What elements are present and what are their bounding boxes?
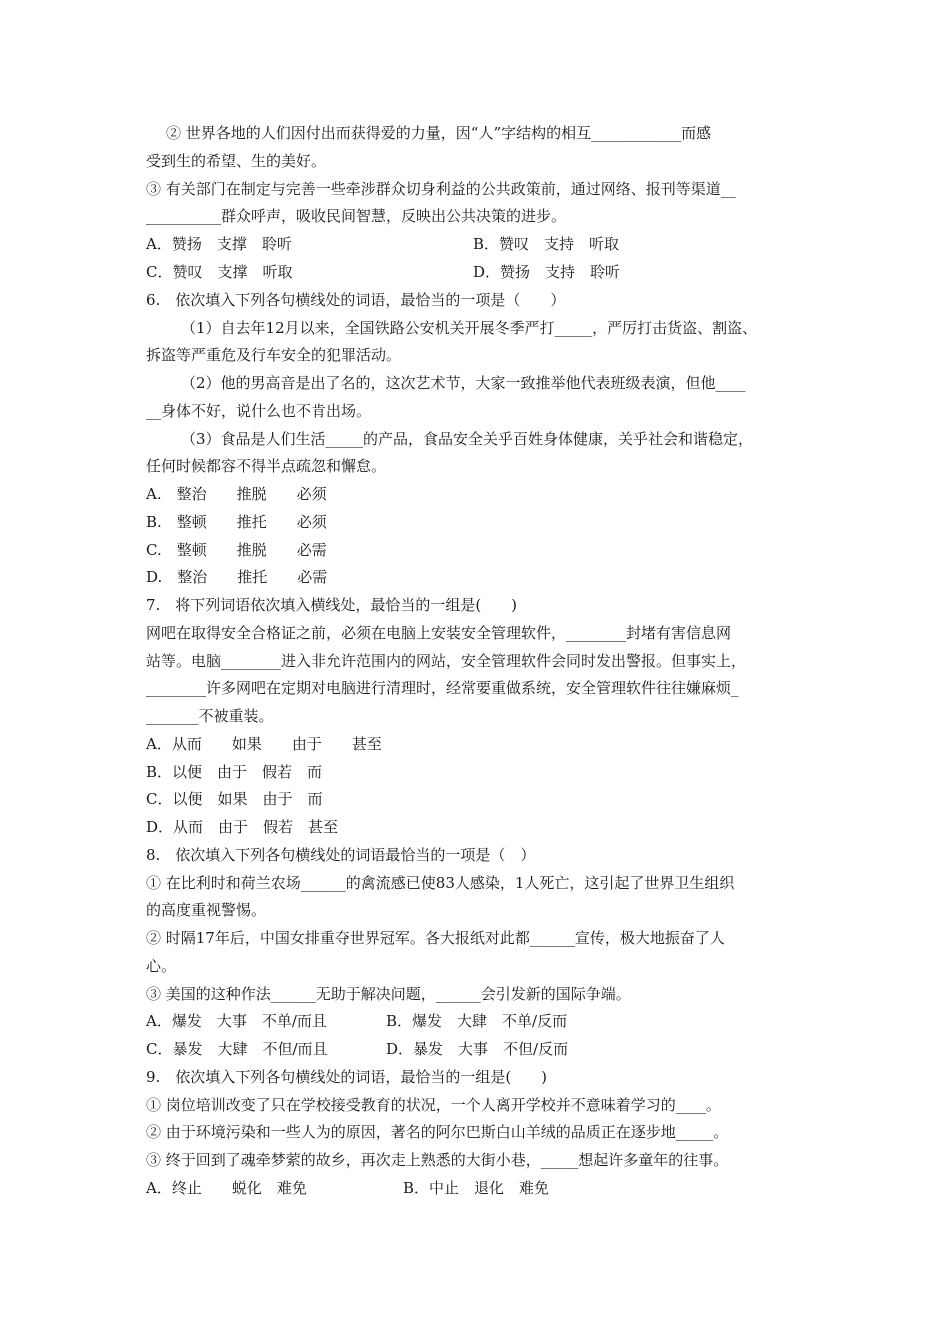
q7-stem: 7. 将下列词语依次填入横线处，最恰当的一组是( )	[146, 596, 518, 614]
q7-option-d: D．从而 由于 假若 甚至	[146, 818, 339, 836]
q8-option-d: D．暴发 大事 不但/反而	[386, 1040, 569, 1058]
q8-option-c: C．暴发 大肆 不但/而且	[146, 1040, 328, 1058]
q6-sentence-3-line-2: 任何时候都容不得半点疏忽和懈怠。	[146, 457, 387, 475]
q8-sentence-3: ③ 美国的这种作法______无助于解决问题，______会引发新的国际争端。	[146, 985, 631, 1003]
q6-sentence-3-line-1: （3）食品是人们生活_____的产品，食品安全关乎百姓身体健康，关乎社会和谐稳定，	[181, 430, 754, 448]
q6-option-a: A. 整治 推脱 必须	[146, 485, 327, 503]
q5-sentence-3-line-2: __________群众呼声，吸收民间智慧，反映出公共决策的进步。	[146, 207, 567, 225]
q8-option-b: B．爆发 大肆 不单/反而	[386, 1012, 568, 1030]
q9-stem: 9. 依次填入下列各句横线处的词语，最恰当的一组是( )	[146, 1068, 548, 1086]
q8-sentence-2-line-1: ② 时隔17年后，中国女排重夺世界冠军。各大报纸对此都______宣传，极大地振奋了人	[146, 929, 725, 947]
q7-passage-line-3: ________许多网吧在定期对电脑进行清理时，经常要重做系统，安全管理软件往往嫌麻烦_	[146, 679, 739, 697]
q5-option-c: C．赞叹 支撑 听取	[146, 263, 293, 281]
q5-option-b: B．赞叹 支持 听取	[473, 235, 620, 253]
q7-option-c: C．以便 如果 由于 而	[146, 790, 323, 808]
q9-sentence-1: ① 岗位培训改变了只在学校接受教育的状况，一个人离开学校并不意味着学习的____。	[146, 1096, 721, 1114]
q5-option-d: D．赞扬 支持 聆听	[473, 263, 621, 281]
q7-option-b: B．以便 由于 假若 而	[146, 763, 323, 781]
q5-sentence-2-line-1: ② 世界各地的人们因付出而获得爱的力量，因“人”字结构的相互____________而感	[166, 124, 712, 142]
q7-passage-line-1: 网吧在取得安全合格证之前，必须在电脑上安装安全管理软件，________封堵有害信息网	[146, 624, 732, 642]
q5-option-a: A．赞扬 支撑 聆听	[146, 235, 292, 253]
q7-option-a: A．从而 如果 由于 甚至	[146, 735, 382, 753]
q6-sentence-1-line-1: （1）自去年12月以来，全国铁路公安机关开展冬季严打_____，严厉打击货盗、割盗、	[181, 319, 758, 337]
q6-option-c: C. 整顿 推脱 必需	[146, 541, 327, 559]
q8-stem: 8. 依次填入下列各句横线处的词语最恰当的一项是（ ）	[146, 846, 536, 864]
q5-sentence-2-line-2: 受到生的希望、生的美好。	[146, 152, 327, 170]
q6-sentence-2-line-1: （2）他的男高音是出了名的，这次艺术节，大家一致推举他代表班级表演，但他____	[181, 374, 746, 392]
q9-option-b: B．中止 退化 难免	[403, 1179, 550, 1197]
q8-sentence-1-line-2: 的高度重视警惕。	[146, 901, 267, 919]
q9-sentence-3: ③ 终于回到了魂牵梦萦的故乡，再次走上熟悉的大街小巷，_____想起许多童年的往事。	[146, 1151, 729, 1169]
q9-option-a: A．终止 蜕化 难免	[146, 1179, 307, 1197]
q6-sentence-2-line-2: __身体不好，说什么也不肯出场。	[146, 402, 372, 420]
q5-sentence-3-line-1: ③ 有关部门在制定与完善一些牵涉群众切身利益的公共政策前，通过网络、报刊等渠道__	[146, 180, 736, 198]
q7-passage-line-2: 站等。电脑________进入非允许范围内的网站，安全管理软件会同时发出警报。但事实上，	[146, 652, 747, 670]
q6-stem: 6. 依次填入下列各句横线处的词语，最恰当的一项是（ ）	[146, 291, 566, 309]
q9-sentence-2: ② 由于环境污染和一些人为的原因，著名的阿尔巴斯白山羊绒的品质正在逐步地_____。	[146, 1123, 729, 1141]
q8-sentence-1-line-1: ① 在比利时和荷兰农场______的禽流感已使83人感染，1人死亡，这引起了世界卫生组织	[146, 874, 735, 892]
q8-option-a: A．爆发 大事 不单/而且	[146, 1012, 327, 1030]
q7-passage-line-4: _______不被重装。	[146, 707, 274, 725]
q6-sentence-1-line-2: 拆盗等严重危及行车安全的犯罪活动。	[146, 346, 402, 364]
q8-sentence-2-line-2: 心。	[146, 957, 177, 975]
q6-option-d: D. 整治 推托 必需	[146, 568, 328, 586]
q6-option-b: B. 整顿 推托 必须	[146, 513, 327, 531]
